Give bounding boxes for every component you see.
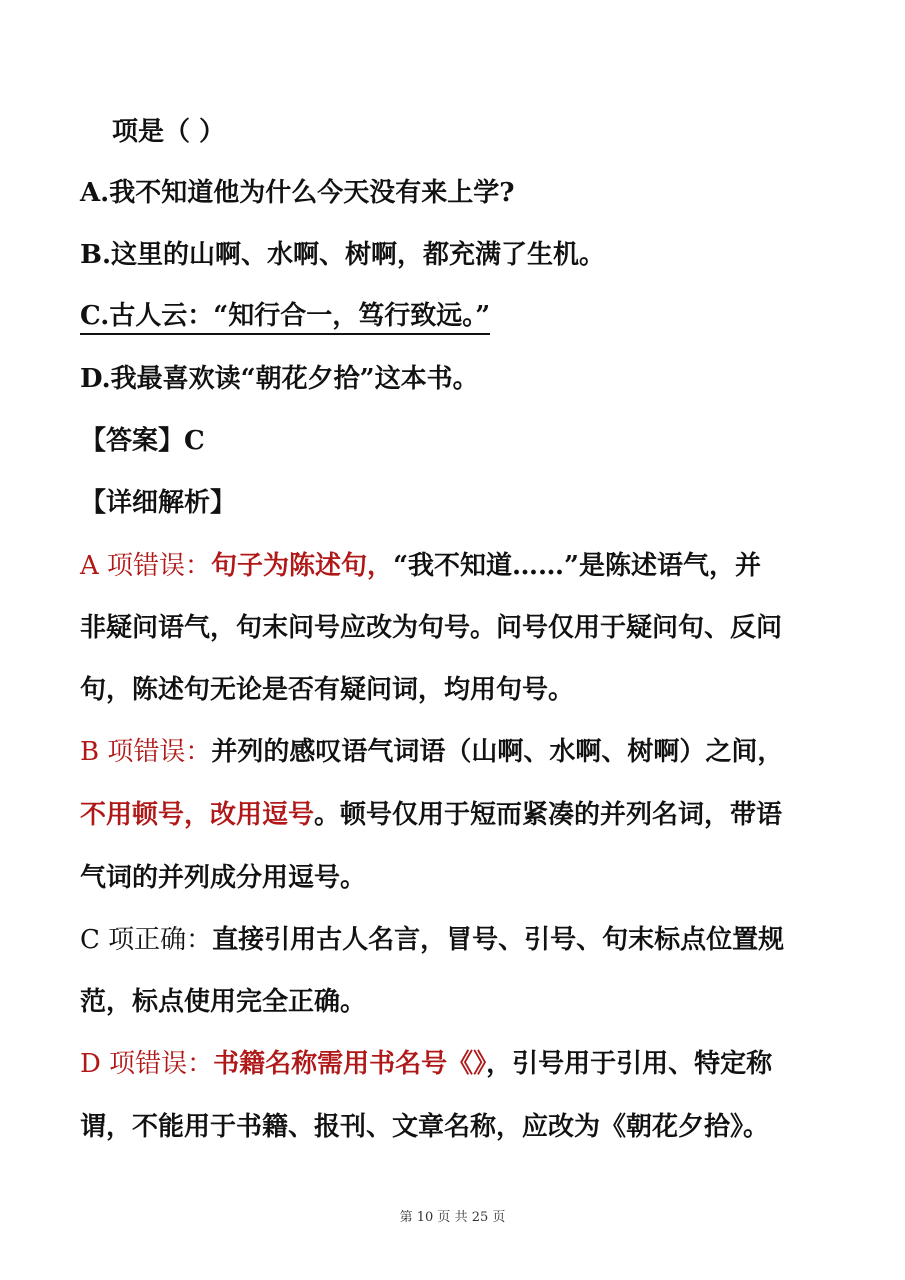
option-c-text: C.古人云：“知行合一，笃行致远。” xyxy=(80,301,490,335)
stem-text: 项是（ ） xyxy=(112,117,226,147)
option-c xyxy=(80,298,490,334)
analysis-c-prefix: C 项正确： xyxy=(80,925,213,955)
answer-label xyxy=(80,423,205,459)
analysis-d-prefix: D 项错误： xyxy=(80,1049,214,1079)
page-number-text: 第 10 页 共 25 页 xyxy=(399,1210,506,1225)
analysis-b-line-1 xyxy=(80,734,783,770)
analysis-c-line2-text: 范，标点使用完全正确。 xyxy=(80,987,367,1017)
option-a xyxy=(80,175,514,211)
analysis-a-highlight: 句子为陈述句， xyxy=(211,551,394,581)
analysis-a-line2-text: 非疑问语气，句末问号应改为句号。问号仅用于疑问句、反问 xyxy=(80,613,783,643)
analysis-a-line3-text: 句，陈述句无论是否有疑问词，均用句号。 xyxy=(80,675,575,705)
analysis-c-line-2 xyxy=(80,984,366,1020)
analysis-d-line-1 xyxy=(80,1046,772,1082)
analysis-a-prefix: A 项错误： xyxy=(80,551,212,581)
analysis-d-line1-rest: ，引号用于引用、特定称 xyxy=(486,1049,773,1079)
analysis-d-highlight: 书籍名称需用书名号《》 xyxy=(213,1049,487,1079)
analysis-a-line-1 xyxy=(80,548,761,584)
analysis-c-line1-rest: 直接引用古人名言，冒号、引号、句末标点位置规 xyxy=(212,925,785,955)
option-d xyxy=(80,361,479,397)
option-d-text: D.我最喜欢读“朝花夕拾”这本书。 xyxy=(80,364,479,394)
analysis-c-line-1 xyxy=(80,922,784,958)
analysis-heading-text: 【详细解析】 xyxy=(80,488,237,518)
option-a-text: A.我不知道他为什么今天没有来上学? xyxy=(80,178,515,208)
analysis-b-line3-text: 气词的并列成分用逗号。 xyxy=(80,863,367,893)
analysis-b-highlight: 不用顿号，改用逗号 xyxy=(80,800,315,830)
analysis-d-line2-text: 谓，不能用于书籍、报刊、文章名称，应改为《朝花夕拾》。 xyxy=(80,1112,770,1142)
analysis-b-line-2 xyxy=(80,797,782,833)
analysis-a-line1-rest: “我不知道……”是陈述语气，并 xyxy=(393,551,761,581)
analysis-d-line-2 xyxy=(80,1109,769,1145)
answer-text: 【答案】C xyxy=(80,426,205,456)
option-b xyxy=(80,237,605,273)
analysis-b-line-3 xyxy=(80,860,366,896)
analysis-b-line2-rest: 。顿号仅用于短而紧凑的并列名词，带语 xyxy=(314,800,783,830)
analysis-b-prefix: B 项错误： xyxy=(80,737,212,767)
analysis-b-line1-rest: 并列的感叹语气词语（山啊、水啊、树啊）之间， xyxy=(211,737,784,767)
analysis-a-line-2 xyxy=(80,610,782,646)
analysis-heading xyxy=(80,485,236,521)
option-b-text: B.这里的山啊、水啊、树啊，都充满了生机。 xyxy=(80,240,606,270)
analysis-a-line-3 xyxy=(80,672,574,708)
page-footer xyxy=(0,1206,905,1225)
question-stem-tail xyxy=(112,114,225,150)
